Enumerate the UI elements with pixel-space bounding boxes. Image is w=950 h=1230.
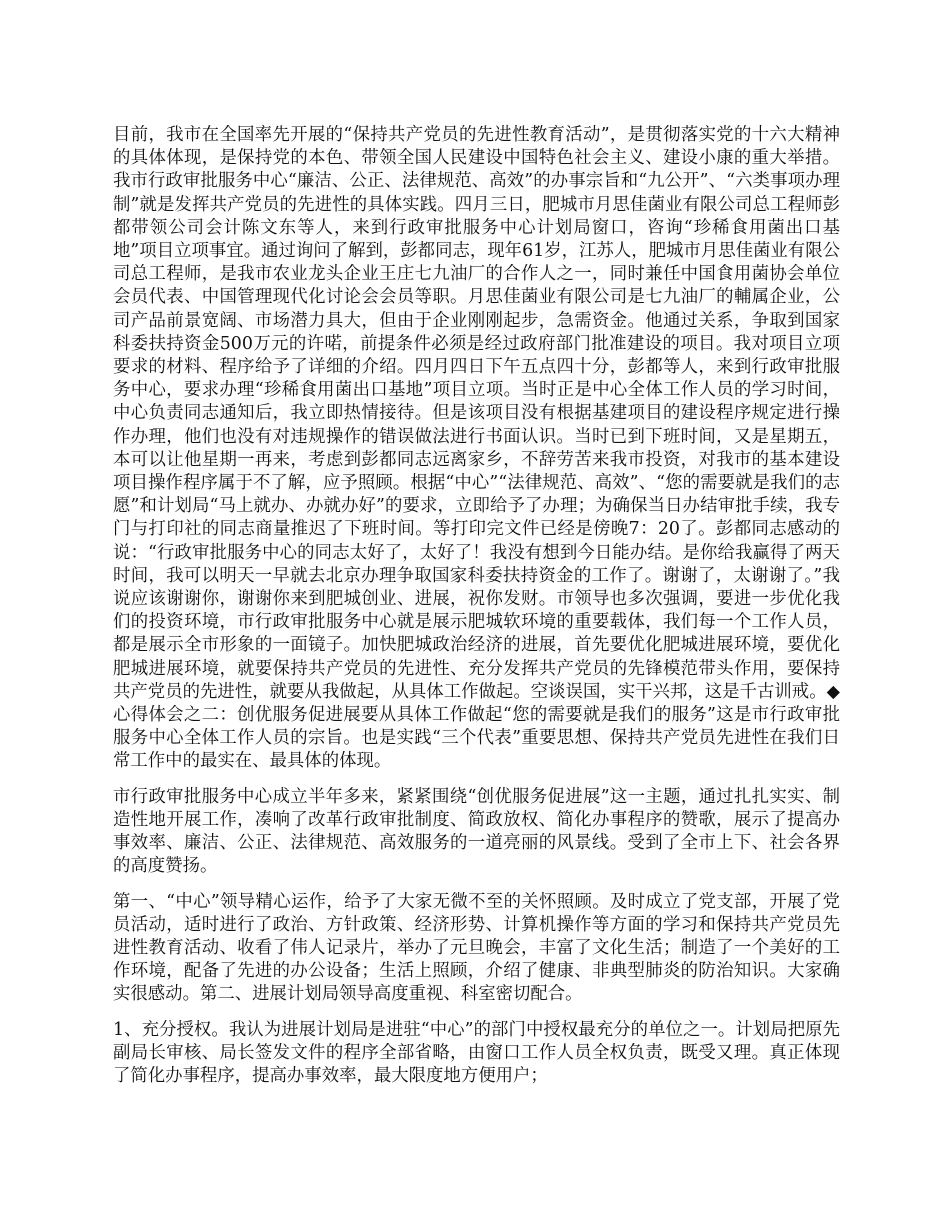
paragraph-1: 目前，我市在全国率先开展的“保持共产党员的先进性教育活动”，是贯彻落实党的十六大精神的具体体现，是保持党的本色、带领全国人民建设中国特色社会主义、建设小康的重大举措。我市行政审批服务中心“廉洁、公正、法律规范、高效”的办事宗旨和“九公开”、“六类事项办理制”就是发挥共产党员的先进性的具体实践。四月三日，肥城市月思佳菌业有限公司总工程师彭都带领公司会计陈文东等人，来到行政审批服务中心计划局窗口，咨询“珍稀食用菌出口基地”项目立项事宜。通过询问了解到，彭都同志，现年61岁，江苏人，肥城市月思佳菌业有限公司总工程师，是我市农业龙头企业王庄七九油厂的合作人之一，同时兼任中国食用菌协会单位会员代表、中国管理现代化讨论会会员等职。月思佳菌业有限公司是七九油厂的輔属企业，公司产品前景宽阔、市场潜力具大，但由于企业刚刚起步，急需资金。他通过关系，争取到国家科委扶持资金500万元的许喏，前提条件必须是经过政府部门批准建设的项目。我对项目立项要求的材料、程序给予了详细的介绍。四月四日下午五点四十分，彭都等人，来到行政审批服务中心，要求办理“珍稀食用菌出口基地”项目立项。当时正是中心全体工作人员的学习时间，中心负责同志通知后，我立即热情接待。但是该项目没有根据基建项目的建设程序规定进行操作办理，他们也没有对违规操作的错误做法进行书面认识。当时已到下班时间，又是星期五，本可以让他星期一再来，考虑到彭都同志远离家乡，不辞劳苦来我市投资，对我市的基本建设项目操作程序属于不了解，应予照顾。根据“中心”“法律规范、高效”、“您的需要就是我们的志愿”和计划局“马上就办、办就办好”的要求，立即给予了办理；为确保当日办结审批手续，我专门与打印社的同志商量推迟了下班时间。等打印完文件已经是傍晚7：20了。彭都同志感动的说：“行政审批服务中心的同志太好了，太好了！我没有想到今日能办结。是你给我赢得了两天时间，我可以明天一早就去北京办理争取国家科委扶持资金的工作了。谢谢了，太谢谢了。”我说应该谢谢你，谢谢你来到肥城创业、进展，祝你发财。市领导也多次强调，要进一步优化我们的投资环境，市行政审批服务中心就是展示肥城软环境的重要载体，我们每一个工作人员，都是展示全市形象的一面镜子。加快肥城政治经济的进展，首先要优化肥城进展环境，要优化肥城进展环境，就要保持共产党员的先进性、充分发挥共产党员的先锋模范带头作用，要保持共产党员的先进性，就要从我做起，从具体工作做起。空谈误国，实干兴邦，这是千古训戒。◆心得体会之二：创优服务促进展要从具体工作做起“您的需要就是我们的服务”这是市行政审批服务中心全体工作人员的宗旨。也是实践“三个代表”重要思想、保持共产党员先进性在我们日常工作中的最实在、最具体的体现。 [113, 125, 840, 772]
paragraph-3: 第一、“中心”领导精心运作，给予了大家无微不至的关怀照顾。及时成立了党支部，开展了党员活动，适时进行了政治、方针政策、经济形势、计算机操作等方面的学习和保持共产党员先进性教育活动、收看了伟人记录片，举办了元旦晚会，丰富了文化生活；制造了一个美好的工作环境，配备了先进的办公设备；生活上照顾，介绍了健康、非典型肺炎的防治知识。大家确实很感动。第二、进展计划局领导高度重视、科室密切配合。 [113, 891, 840, 1005]
document-body [113, 124, 840, 1100]
paragraph-4: 1、充分授权。我认为进展计划局是进驻“中心”的部门中授权最充分的单位之一。计划局把原先副局长审核、局长签发文件的程序全部省略，由窗口工作人员全权负责，既受又理。真正体现了简化办事程序，提高办事效率，最大限度地方便用户； [113, 1019, 840, 1086]
paragraph-2: 市行政审批服务中心成立半年多来，紧紧围绕“创优服务促进展”这一主题，通过扎扎实实、制造性地开展工作，凑响了改革行政审批制度、简政放权、简化办事程序的赞歌，展示了提高办事效率、廉洁、公正、法律规范、高效服务的一道亮丽的风景线。受到了全市上下、社会各界的高度赞扬。 [113, 786, 840, 877]
